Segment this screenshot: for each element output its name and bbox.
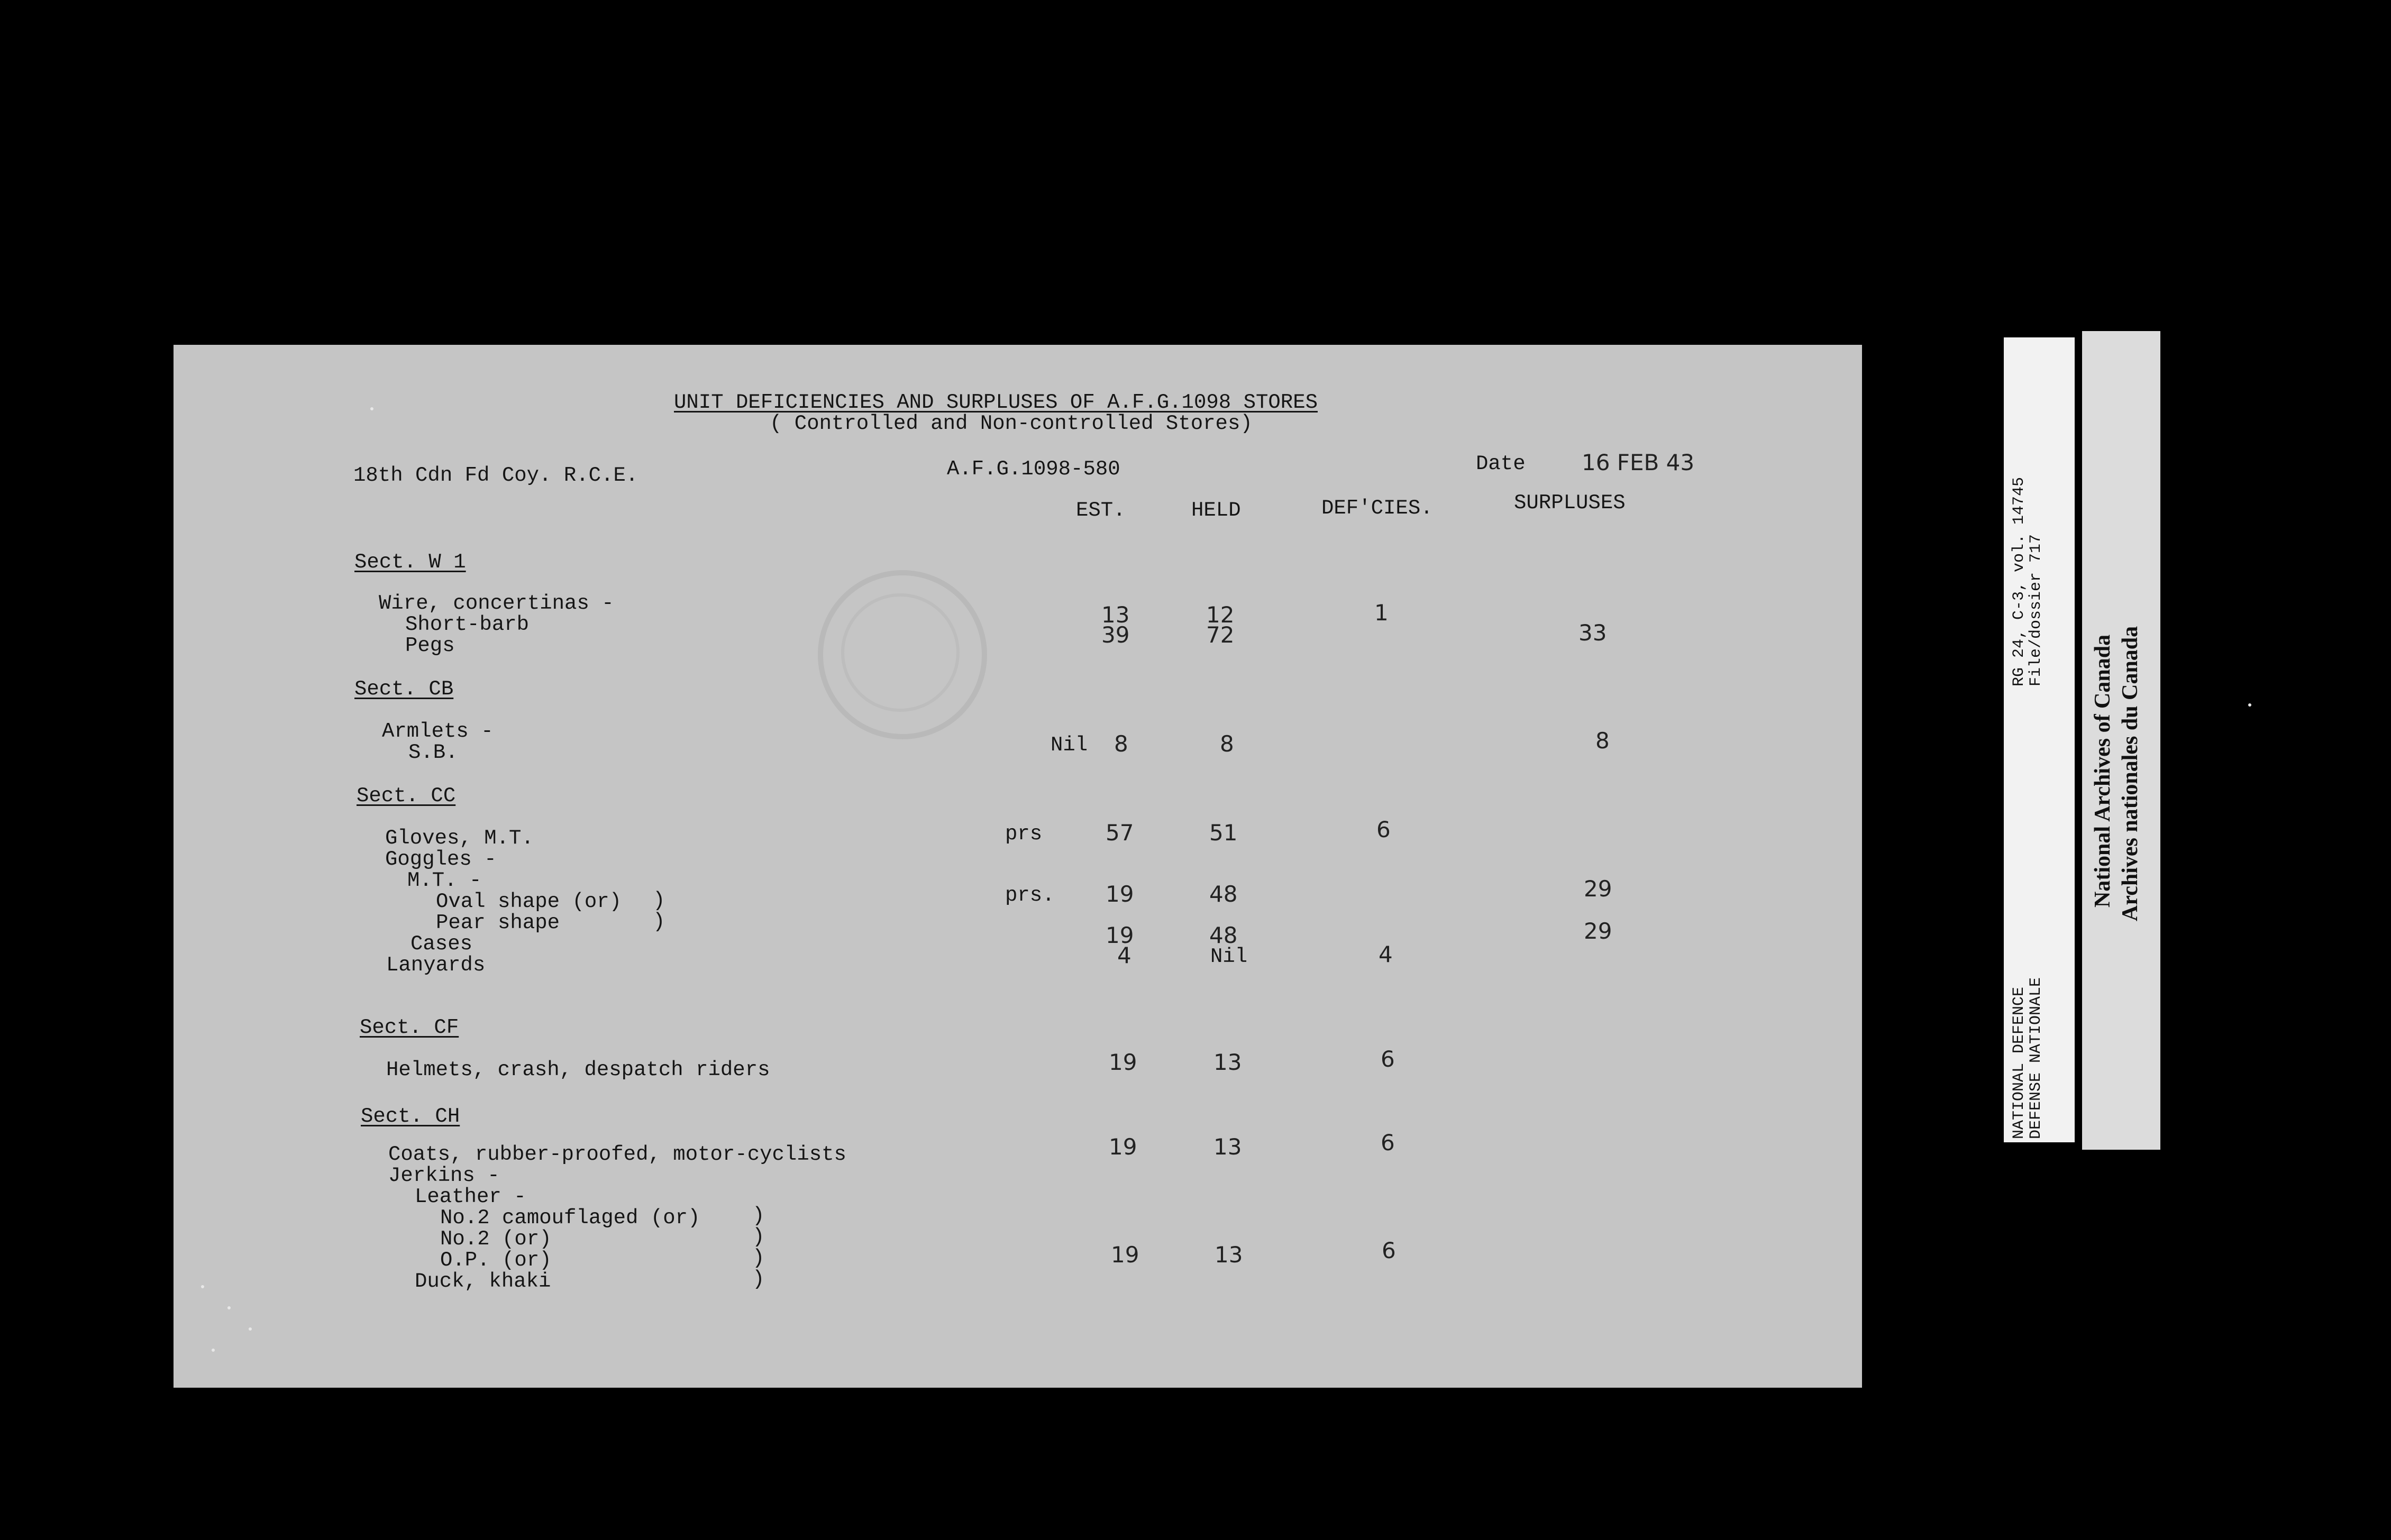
- value-est: 19: [1106, 881, 1134, 907]
- item-lanyards: Lanyards: [386, 954, 486, 977]
- item-goggles: Goggles -: [385, 848, 497, 871]
- value-est: 39: [1101, 622, 1130, 648]
- faded-circular-stamp-inner: [841, 593, 960, 712]
- section-heading-ch: Sect. CH: [361, 1105, 460, 1128]
- value-est: 19: [1106, 922, 1134, 948]
- value-deficiency: 4: [1379, 941, 1393, 967]
- value-unit: prs.: [1005, 884, 1055, 907]
- unit-name: 18th Cdn Fd Coy. R.C.E.: [353, 464, 638, 487]
- bracket: ): [752, 1204, 765, 1227]
- value-est: 19: [1111, 1242, 1139, 1268]
- date-value: 16 FEB 43: [1582, 450, 1695, 475]
- value-est: 19: [1109, 1049, 1137, 1075]
- value-held: 72: [1206, 622, 1235, 648]
- item-oval-shape: Oval shape (or): [436, 890, 622, 913]
- value-surplus: 29: [1584, 918, 1612, 944]
- column-surpluses: SURPLUSES: [1514, 491, 1626, 515]
- bracket: ): [752, 1268, 765, 1291]
- item-mt: M.T. -: [407, 869, 482, 892]
- column-deficiencies: DEF'CIES.: [1321, 497, 1433, 520]
- value-held: Nil: [1210, 945, 1248, 968]
- value-surplus: 8: [1595, 728, 1610, 754]
- section-heading-cb: Sect. CB: [354, 677, 454, 701]
- archive-reference: RG 24, C-3, vol. 14745: [2010, 476, 2028, 686]
- bracket: ): [752, 1246, 765, 1270]
- archive-file: File/dossier 717: [2027, 534, 2045, 686]
- department-fr: DEFENSE NATIONALE: [2027, 977, 2045, 1139]
- scan-speck: [227, 1306, 231, 1309]
- scan-speck: [249, 1327, 252, 1331]
- scan-speck: [201, 1285, 204, 1288]
- value-est: 57: [1106, 820, 1134, 846]
- date-label: Date: [1476, 452, 1526, 475]
- item-coats: Coats, rubber-proofed, motor-cyclists: [388, 1143, 846, 1166]
- value-deficiency: 6: [1382, 1238, 1396, 1263]
- national-archives-tag: [2082, 331, 2160, 1150]
- value-deficiency: 6: [1381, 1046, 1395, 1072]
- value-deficiency: 1: [1374, 600, 1389, 626]
- item-armlets: Armlets -: [382, 720, 494, 743]
- value-unit: prs: [1005, 822, 1043, 846]
- value-held: 13: [1213, 1049, 1242, 1075]
- department-en: NATIONAL DEFENCE: [2010, 986, 2028, 1139]
- value-held: 48: [1209, 922, 1238, 948]
- value-held: 8: [1220, 731, 1234, 757]
- item-no2: No.2 (or): [440, 1227, 552, 1251]
- item-helmets: Helmets, crash, despatch riders: [386, 1058, 770, 1081]
- value-surplus: 29: [1584, 876, 1612, 902]
- value-est: 4: [1117, 942, 1131, 968]
- value-est: 13: [1101, 602, 1130, 628]
- scan-speck: [212, 1349, 215, 1352]
- item-sb: S.B.: [408, 741, 458, 764]
- section-heading-cc: Sect. CC: [357, 784, 456, 808]
- archives-name-en: National Archives of Canada: [2091, 634, 2115, 908]
- document-title: UNIT DEFICIENCIES AND SURPLUSES OF A.F.G.1098 STORES: [674, 391, 1318, 414]
- column-est: EST.: [1076, 499, 1126, 522]
- value-held: 48: [1209, 881, 1238, 907]
- item-leather: Leather -: [415, 1185, 526, 1208]
- scan-speck: [370, 407, 373, 410]
- value-held: 12: [1206, 602, 1235, 628]
- form-reference: A.F.G.1098-580: [947, 457, 1120, 481]
- archives-name-fr: Archives nationales du Canada: [2118, 626, 2142, 921]
- item-duck-khaki: Duck, khaki: [415, 1270, 551, 1293]
- item-jerkins: Jerkins -: [388, 1164, 500, 1187]
- value-unit: Nil: [1051, 734, 1088, 757]
- value-est: 8: [1114, 731, 1128, 757]
- bracket: ): [653, 910, 665, 933]
- value-deficiency: 6: [1381, 1130, 1395, 1156]
- bracket: ): [752, 1225, 765, 1249]
- item-no2-camouflaged: No.2 camouflaged (or): [440, 1206, 700, 1230]
- archive-reference-tag: [2004, 337, 2075, 1142]
- value-held: 13: [1215, 1242, 1243, 1268]
- value-surplus: 33: [1578, 620, 1607, 646]
- scan-speck: [2248, 703, 2251, 707]
- section-heading-w1: Sect. W 1: [354, 551, 466, 574]
- item-wire-concertinas: Wire, concertinas -: [379, 592, 614, 615]
- document-sheet: [174, 345, 1862, 1388]
- item-op: O.P. (or): [440, 1249, 552, 1272]
- item-cases: Cases: [410, 932, 473, 956]
- bracket: ): [653, 889, 665, 912]
- value-est: 19: [1109, 1134, 1137, 1160]
- column-held: HELD: [1191, 499, 1241, 522]
- section-heading-cf: Sect. CF: [360, 1016, 459, 1039]
- item-gloves-mt: Gloves, M.T.: [385, 827, 534, 850]
- item-pear-shape: Pear shape: [436, 911, 560, 934]
- value-deficiency: 6: [1376, 817, 1391, 842]
- value-held: 13: [1213, 1134, 1242, 1160]
- item-pegs: Pegs: [405, 634, 455, 657]
- value-held: 51: [1209, 820, 1238, 846]
- item-short-barb: Short-barb: [405, 613, 530, 636]
- document-subtitle: ( Controlled and Non-controlled Stores): [770, 412, 1253, 435]
